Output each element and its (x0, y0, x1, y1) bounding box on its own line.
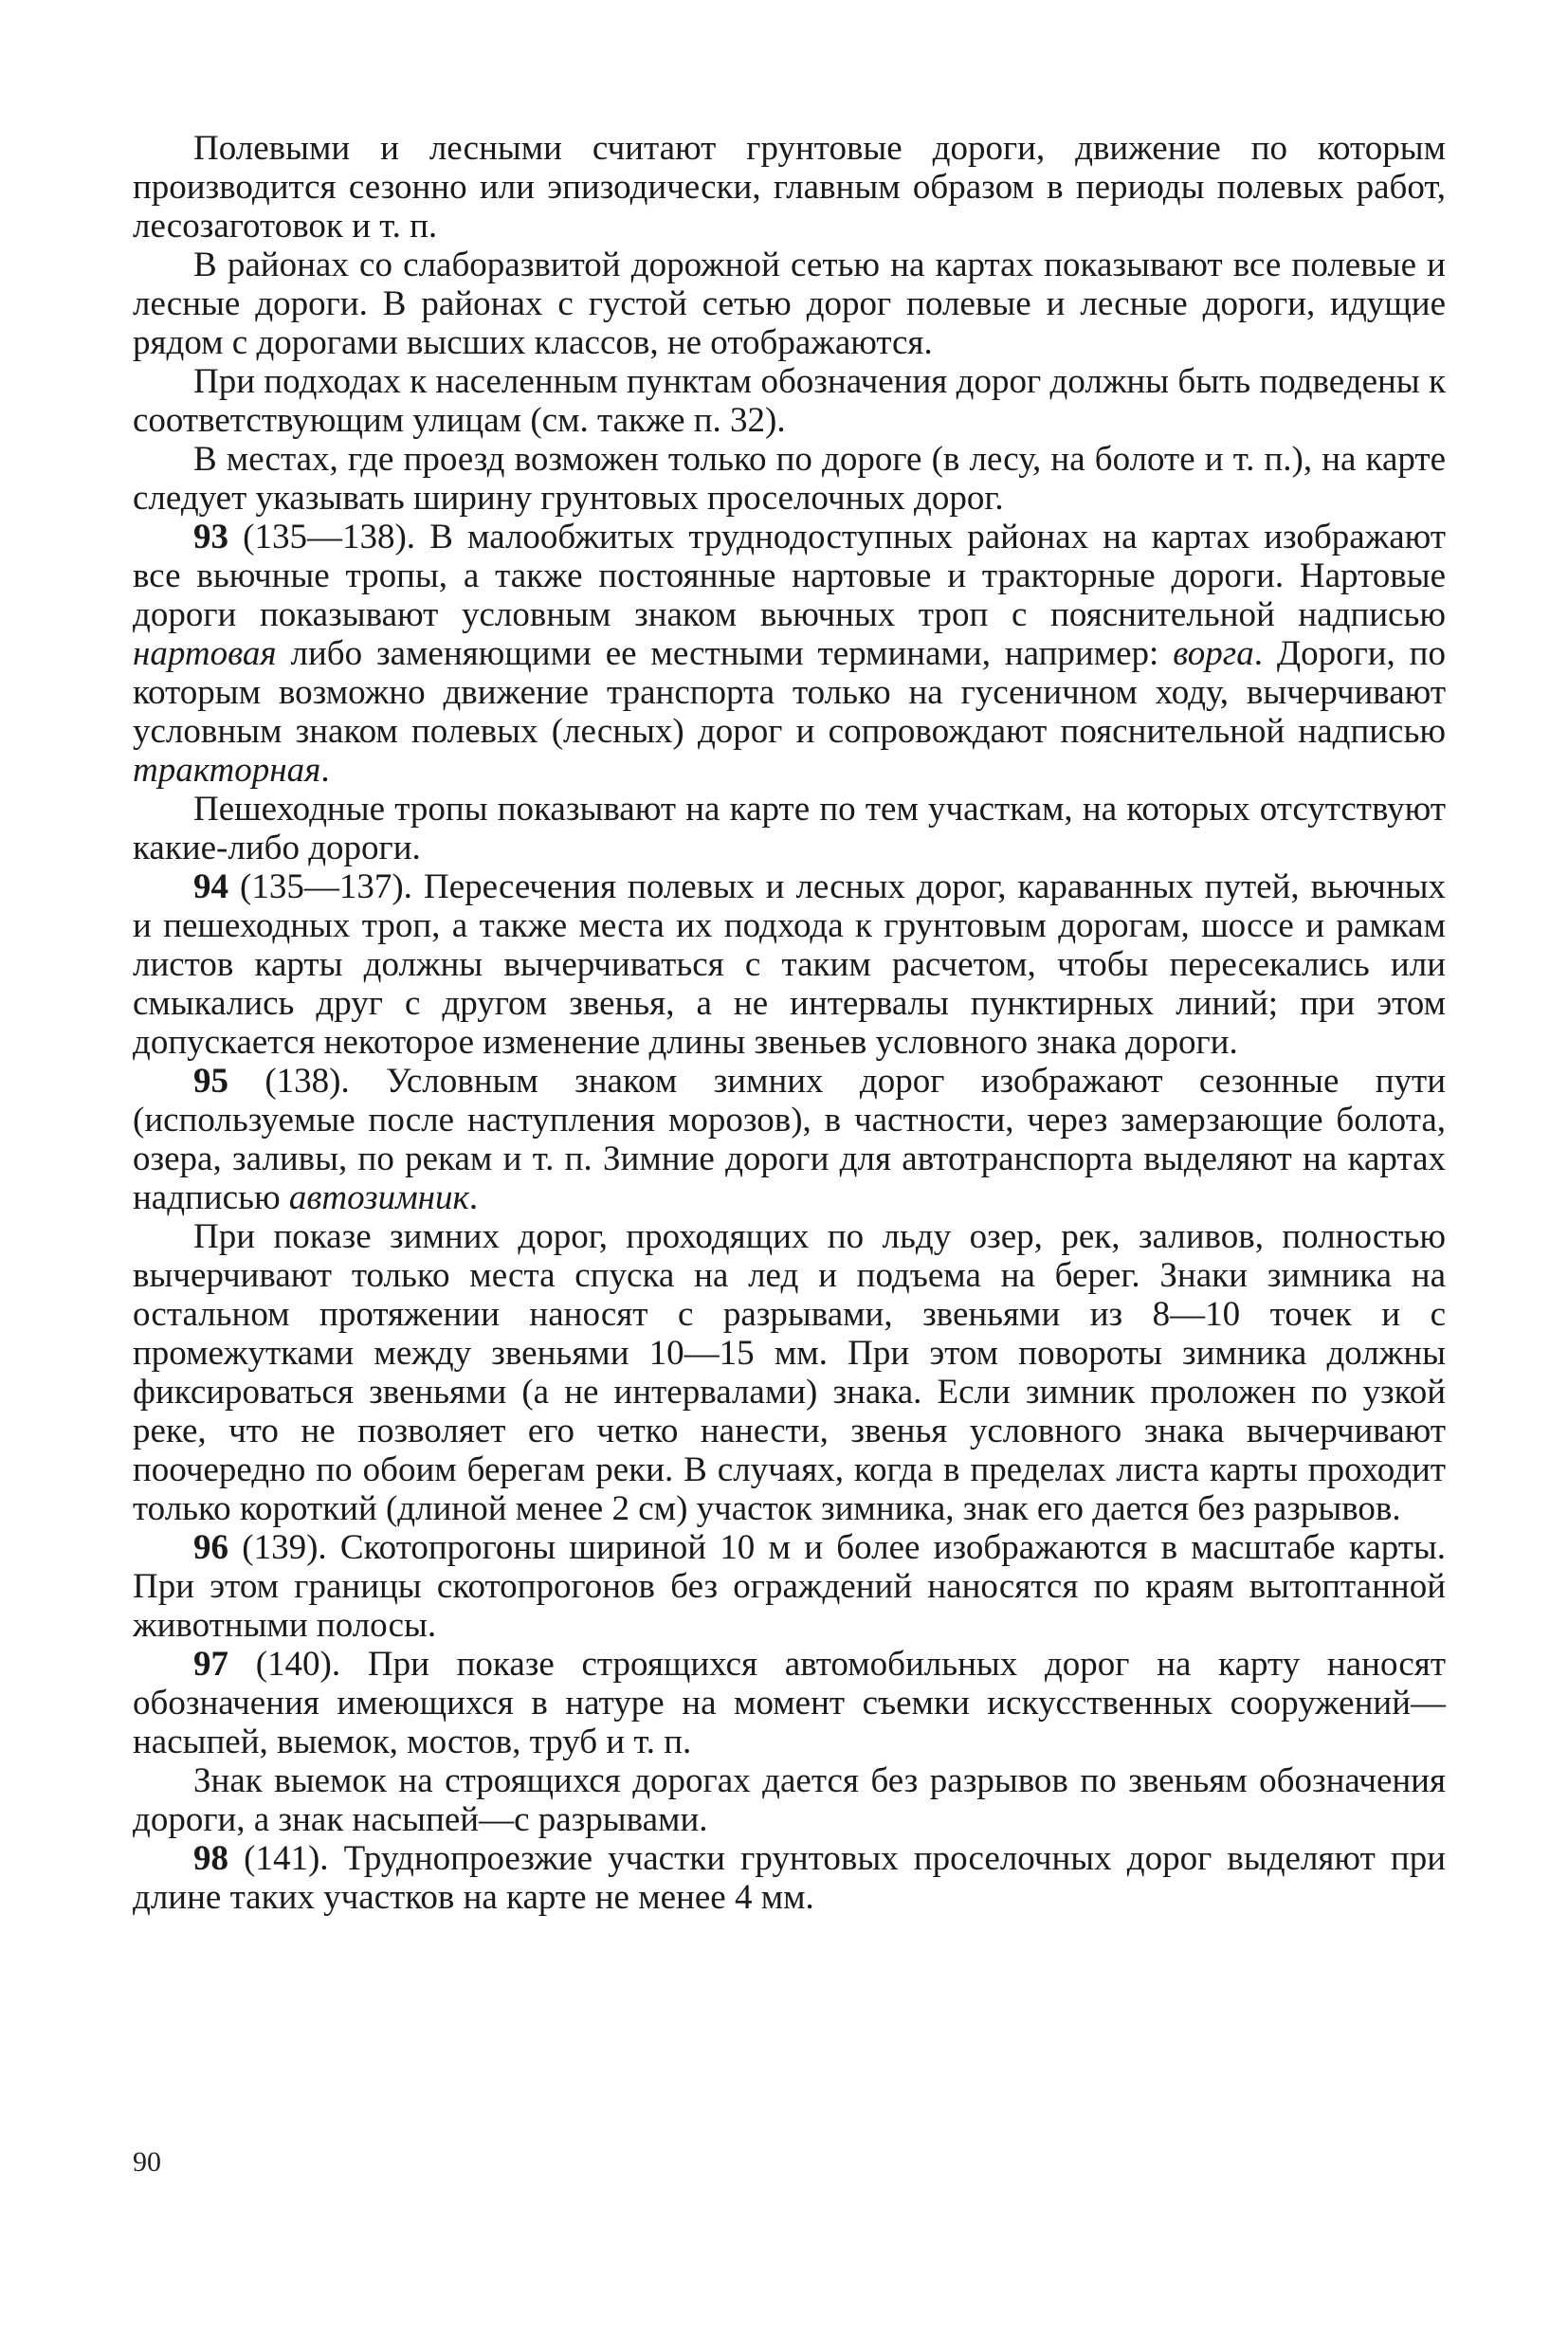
paragraph-text: (135—137). Пересечения полевых и лесных дорог, караванных путей, вьючных и пешеходных троп, а также места их подхода к грунтовым дорогам, шоссе и рамкам листов карты должны вычерчиваться с таким расчетом, чтобы пересекались или смыкались друг с другом звенья, а не интервалы пунктирных линий; при этом допускается некоторое изменение длины звеньев условного знака дороги. (133, 867, 1446, 1062)
section-number: 95 (193, 1062, 228, 1101)
paragraph-text: (140). При показе строящихся автомобильных дорог на карту наносят обозначения имеющихся в натуре на момент съемки искусственных сооружений—насыпей, выемок, мостов, труб и т. п. (133, 1645, 1446, 1761)
page-number: 90 (133, 2146, 161, 2178)
paragraph-94 (133, 867, 1446, 1062)
paragraph-excavations (133, 1761, 1446, 1839)
page-body (133, 129, 1446, 1917)
paragraph-text: При подходах к населенным пунктам обозначения дорог должны быть подведены к соответствующим улицам (см. также п. 32). (133, 362, 1446, 440)
paragraph-text: (138). Условным знаком зимних дорог изображают сезонные пути (используемые после наступления морозов), в частности, через замерзающие болота, озера, заливы, по рекам и т. п. Зимние дороги для автотранспорта выделяют на картах надписью (133, 1062, 1446, 1217)
section-number: 96 (193, 1528, 228, 1567)
paragraph-4 (133, 440, 1446, 518)
section-number: 93 (193, 518, 228, 556)
paragraph-1 (133, 129, 1446, 246)
paragraph-93 (133, 518, 1446, 790)
paragraph-text: (139). Скотопрогоны шириной 10 м и более изображаются в масштабе карты. При этом границы скотопрогонов без ограждений наносятся по краям вытоптанной животными полосы. (133, 1528, 1446, 1645)
paragraph-3 (133, 362, 1446, 440)
paragraph-footpaths (133, 790, 1446, 867)
paragraph-text: . (320, 751, 330, 790)
paragraph-text: либо заменяющими ее местными терминами, например: (276, 634, 1174, 673)
paragraph-95 (133, 1062, 1446, 1217)
paragraph-98 (133, 1839, 1446, 1917)
italic-term: тракторная (133, 751, 321, 790)
paragraph-text: В районах со слаборазвитой дорожной сетью на картах показывают все полевые и лесные дороги. В районах с густой сетью дорог полевые и лесные дороги, идущие рядом с дорогами высших классов, не отображаются. (133, 246, 1446, 362)
paragraph-text: Пешеходные тропы показывают на карте по тем участкам, на которых отсутствуют какие-либо дороги. (133, 790, 1446, 867)
paragraph-text: (135—138). В малообжитых труднодоступных районах на картах изображают все вьючные тропы, а также постоянные нартовые и тракторные дороги. Нартовые дороги показывают условным знаком вьючных троп с пояснительной надписью (133, 518, 1446, 634)
paragraph-text: Знак выемок на строящихся дорогах дается без разрывов по звеньям обозначения дороги, а знак насыпей—с разрывами. (133, 1761, 1446, 1839)
italic-term: автозимник (288, 1178, 469, 1217)
section-number: 97 (193, 1645, 228, 1684)
paragraph-text: . Дороги, по которым возможно движение транспорта только на гусеничном ходу, вычерчивают условным знаком полевых (лесных) дорог и сопровождают пояснительной надписью (133, 634, 1446, 751)
paragraph-winter-roads (133, 1217, 1446, 1528)
paragraph-text: (141). Труднопроезжие участки грунтовых проселочных дорог выделяют при длине таких участков на карте не менее 4 мм. (133, 1839, 1446, 1917)
paragraph-96 (133, 1528, 1446, 1645)
paragraph-2 (133, 246, 1446, 362)
paragraph-text: При показе зимних дорог, проходящих по льду озер, рек, заливов, полностью вычерчивают только места спуска на лед и подъема на берег. Знаки зимника на остальном протяжении наносят с разрывами, звеньями из 8—10 точек и с промежутками между звеньями 10—15 мм. При этом повороты зимника должны фиксироваться звеньями (а не интервалами) знака. Если зимник проложен по узкой реке, что не позволяет его четко нанести, звенья условного знака вычерчивают поочередно по обоим берегам реки. В случаях, когда в пределах листа карты проходит только короткий (длиной менее 2 см) участок зимника, знак его дается без разрывов. (133, 1217, 1446, 1528)
italic-term: ворга (1173, 634, 1254, 673)
section-number: 94 (193, 867, 228, 906)
italic-term: нартовая (133, 634, 277, 673)
paragraph-text: . (468, 1178, 479, 1217)
paragraph-text: В местах, где проезд возможен только по дороге (в лесу, на болоте и т. п.), на карте следует указывать ширину грунтовых проселочных дорог. (133, 440, 1446, 518)
section-number: 98 (193, 1839, 228, 1878)
paragraph-text: Полевыми и лесными считают грунтовые дороги, движение по которым производится сезонно или эпизодически, главным образом в периоды полевых работ, лесозаготовок и т. п. (133, 129, 1446, 246)
paragraph-97 (133, 1645, 1446, 1761)
